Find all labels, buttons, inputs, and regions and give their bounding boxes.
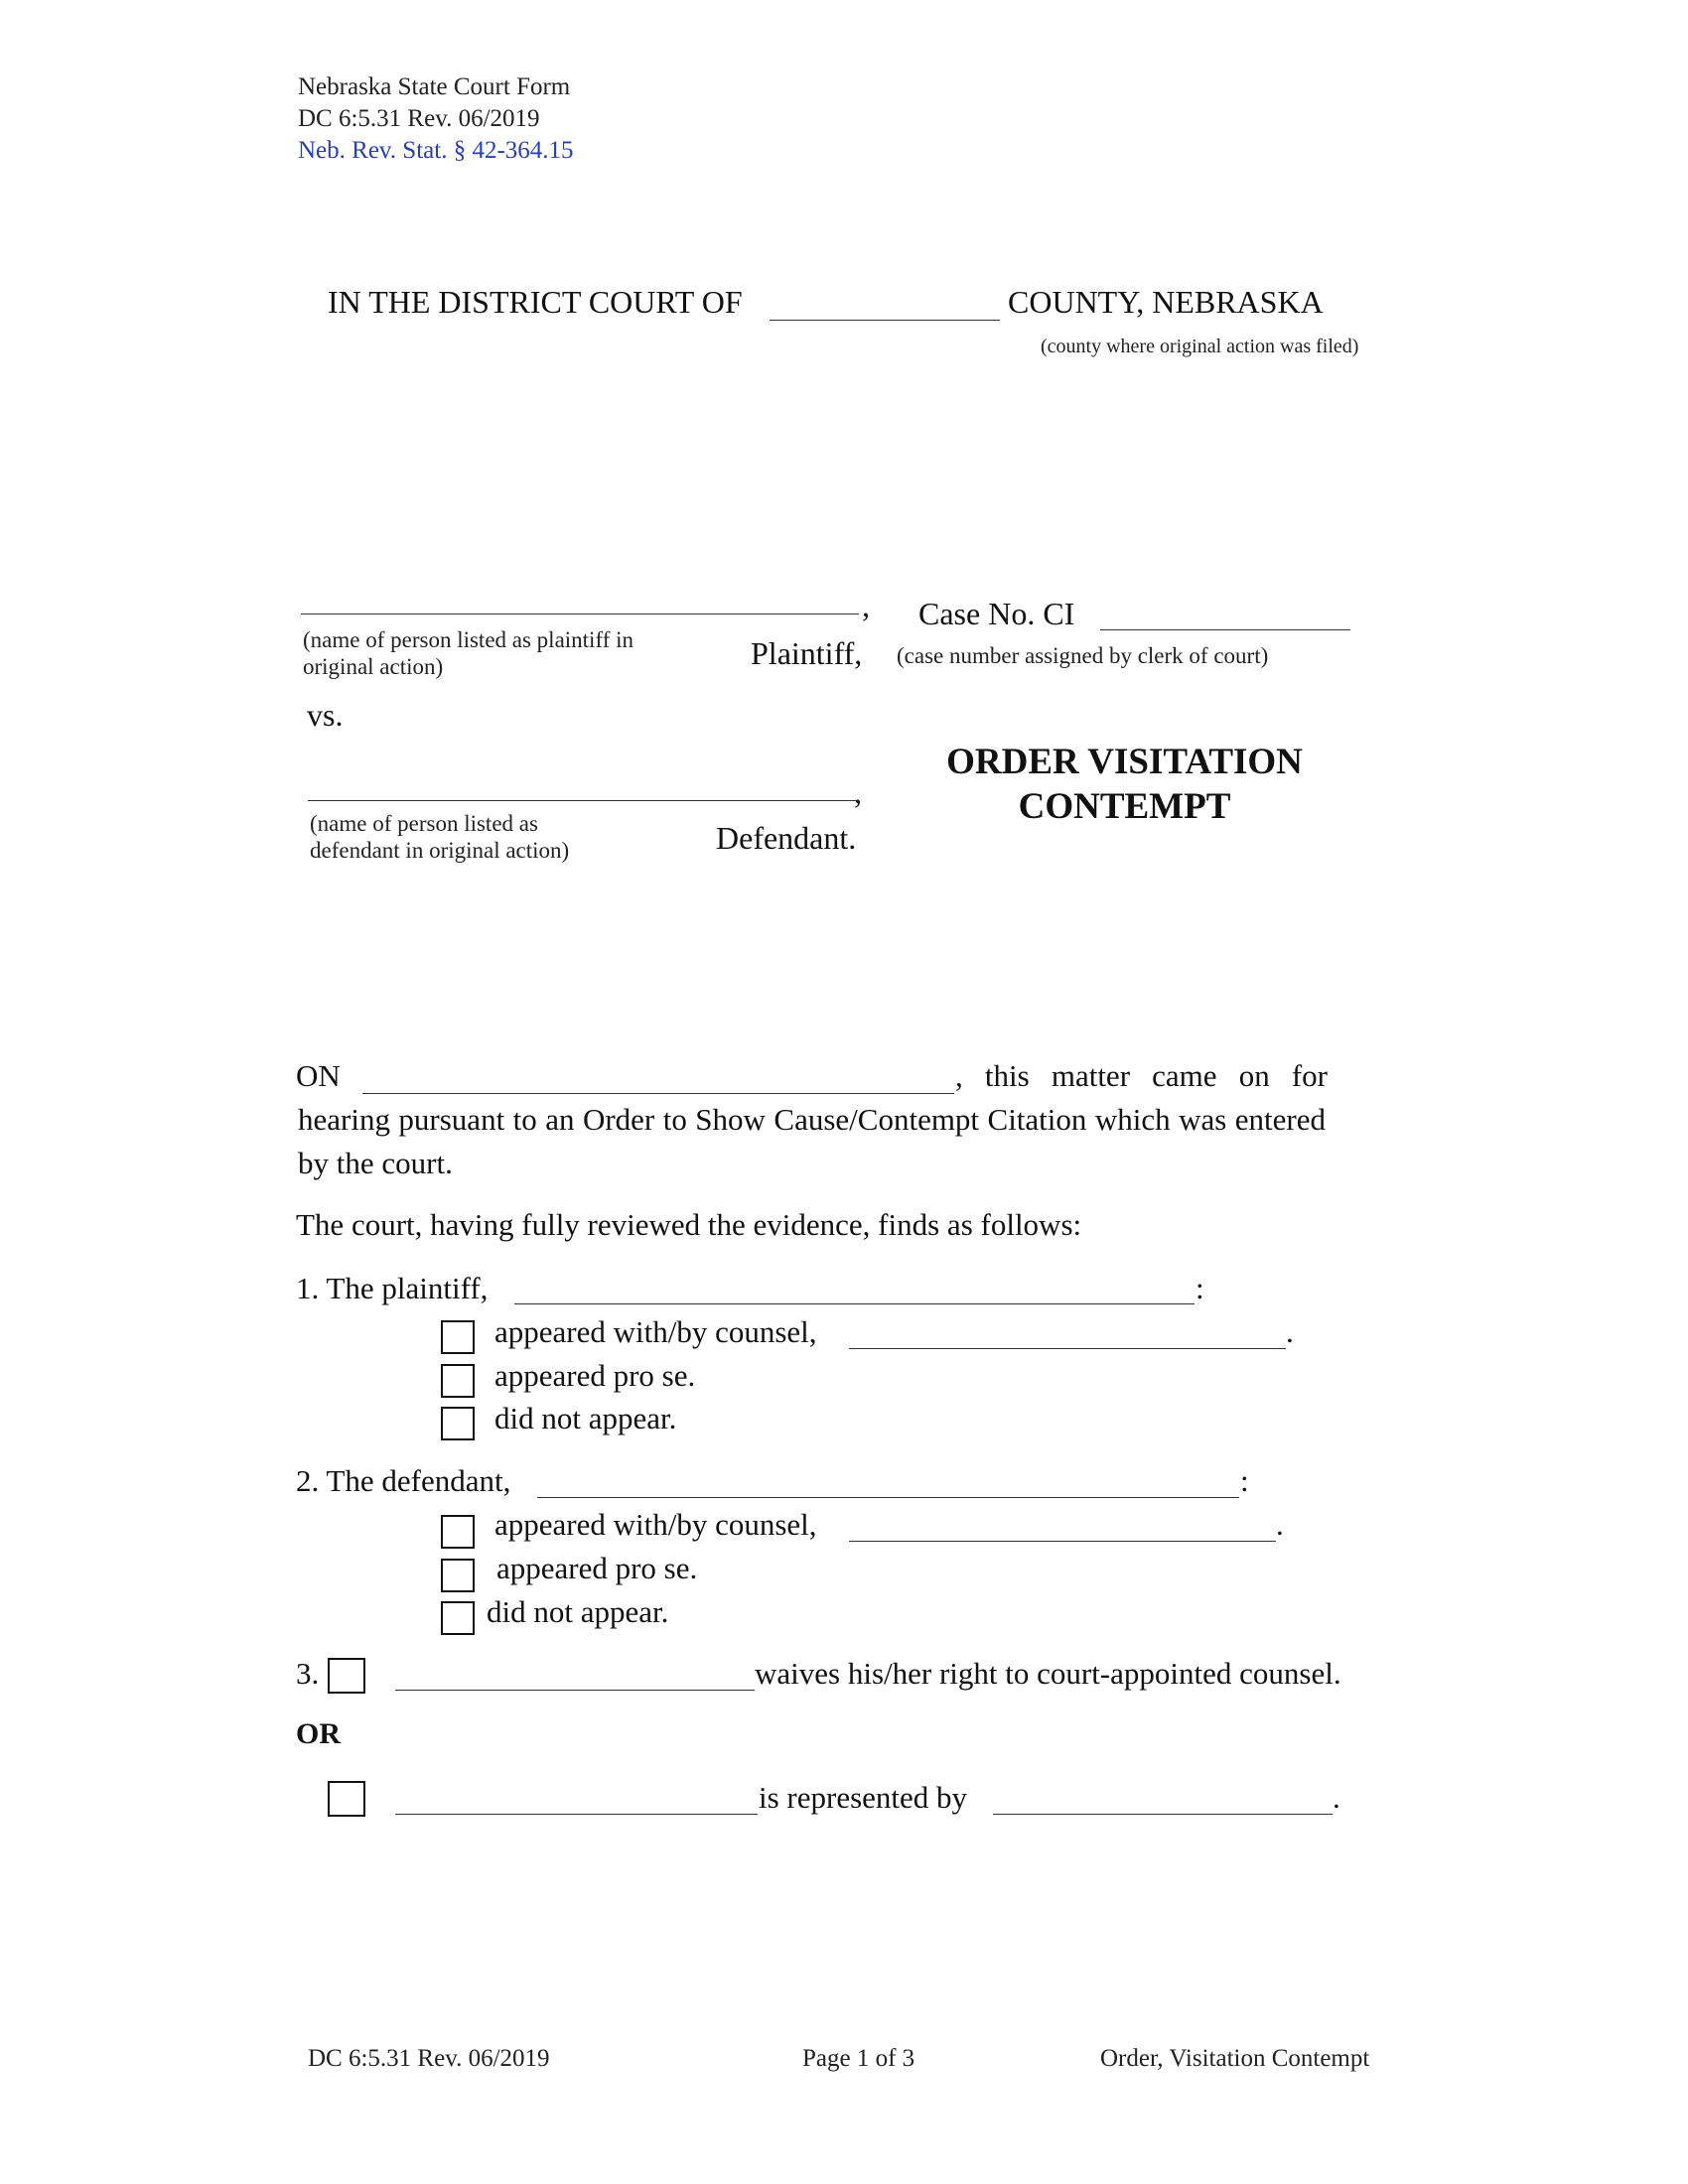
item2-period: . bbox=[1276, 1507, 1284, 1542]
item2-colon: : bbox=[1240, 1463, 1249, 1498]
footer-title: Order, Visitation Contempt bbox=[1100, 2045, 1370, 2072]
item3-represented-name-line[interactable] bbox=[395, 1814, 758, 1815]
county-line[interactable] bbox=[770, 320, 1000, 321]
on-continuation: hearing pursuant to an Order to Show Cause/Contempt Citation which was entered by the court. bbox=[298, 1102, 1326, 1180]
defendant-hint: (name of person listed as defendant in original action) bbox=[310, 811, 570, 863]
item1-colon: : bbox=[1196, 1271, 1204, 1305]
item3-waives-text: waives his/her right to court-appointed counsel. bbox=[755, 1656, 1341, 1691]
on-label: ON bbox=[296, 1058, 341, 1093]
item3-represented-checkbox[interactable] bbox=[328, 1781, 365, 1817]
item2-no-appear-label: did not appear. bbox=[487, 1594, 669, 1629]
item1-period: . bbox=[1286, 1314, 1294, 1349]
item3-waives-checkbox[interactable] bbox=[328, 1658, 365, 1694]
item2-pro-se-checkbox[interactable] bbox=[441, 1559, 475, 1592]
case-no-label: Case No. CI bbox=[918, 596, 1075, 631]
item3-period: . bbox=[1333, 1780, 1340, 1815]
footer-page: Page 1 of 3 bbox=[802, 2045, 915, 2072]
item1-pro-se-label: appeared pro se. bbox=[494, 1358, 696, 1393]
case-no-line[interactable] bbox=[1100, 629, 1350, 630]
court-prefix: IN THE DISTRICT COURT OF bbox=[328, 284, 743, 320]
defendant-comma: , bbox=[854, 774, 862, 810]
or-label: OR bbox=[296, 1717, 341, 1750]
statute-link[interactable]: Neb. Rev. Stat. § 42-364.15 bbox=[298, 137, 574, 164]
title-line-1: ORDER VISITATION bbox=[946, 742, 1303, 782]
item3-counsel-name-line[interactable] bbox=[993, 1814, 1333, 1815]
item2-label: 2. The defendant, bbox=[296, 1463, 511, 1498]
footer-form-id: DC 6:5.31 Rev. 06/2019 bbox=[308, 2045, 550, 2072]
court-suffix: COUNTY, NEBRASKA bbox=[1008, 284, 1324, 320]
vs-label: vs. bbox=[307, 697, 344, 733]
defendant-label: Defendant. bbox=[716, 820, 857, 856]
item1-plaintiff-line[interactable] bbox=[514, 1303, 1195, 1304]
county-hint: (county where original action was filed) bbox=[1041, 336, 1359, 357]
plaintiff-label: Plaintiff, bbox=[751, 635, 863, 671]
title-line-2: CONTEMPT bbox=[1018, 786, 1231, 827]
document-title bbox=[894, 740, 1355, 829]
item1-no-appear-label: did not appear. bbox=[494, 1401, 677, 1435]
item2-counsel-line[interactable] bbox=[849, 1541, 1276, 1542]
case-no-hint: (case number assigned by clerk of court) bbox=[897, 643, 1269, 668]
item2-pro-se-label: appeared pro se. bbox=[496, 1551, 698, 1585]
form-name: Nebraska State Court Form bbox=[298, 73, 571, 100]
item3-represented-text: is represented by bbox=[759, 1780, 968, 1815]
item2-no-appear-checkbox[interactable] bbox=[441, 1601, 475, 1635]
item2-counsel-label: appeared with/by counsel, bbox=[494, 1507, 817, 1542]
hearing-date-line[interactable] bbox=[362, 1093, 954, 1094]
item1-label: 1. The plaintiff, bbox=[296, 1271, 489, 1305]
item2-counsel-checkbox[interactable] bbox=[441, 1515, 475, 1549]
item1-counsel-line[interactable] bbox=[849, 1348, 1286, 1349]
defendant-name-line[interactable] bbox=[308, 800, 856, 801]
item3-number: 3. bbox=[296, 1656, 320, 1691]
item1-counsel-checkbox[interactable] bbox=[441, 1320, 475, 1354]
item1-pro-se-checkbox[interactable] bbox=[441, 1364, 475, 1398]
plaintiff-comma: , bbox=[862, 588, 870, 623]
on-rest: , this matter came on for bbox=[955, 1058, 1328, 1093]
findings-intro: The court, having fully reviewed the evidence, finds as follows: bbox=[296, 1207, 1082, 1242]
item1-counsel-label: appeared with/by counsel, bbox=[494, 1314, 817, 1349]
form-id: DC 6:5.31 Rev. 06/2019 bbox=[298, 105, 540, 132]
item2-defendant-line[interactable] bbox=[537, 1497, 1239, 1498]
item3-waives-name-line[interactable] bbox=[395, 1690, 755, 1691]
item1-no-appear-checkbox[interactable] bbox=[441, 1407, 475, 1440]
plaintiff-hint: (name of person listed as plaintiff in original action) bbox=[303, 627, 633, 679]
